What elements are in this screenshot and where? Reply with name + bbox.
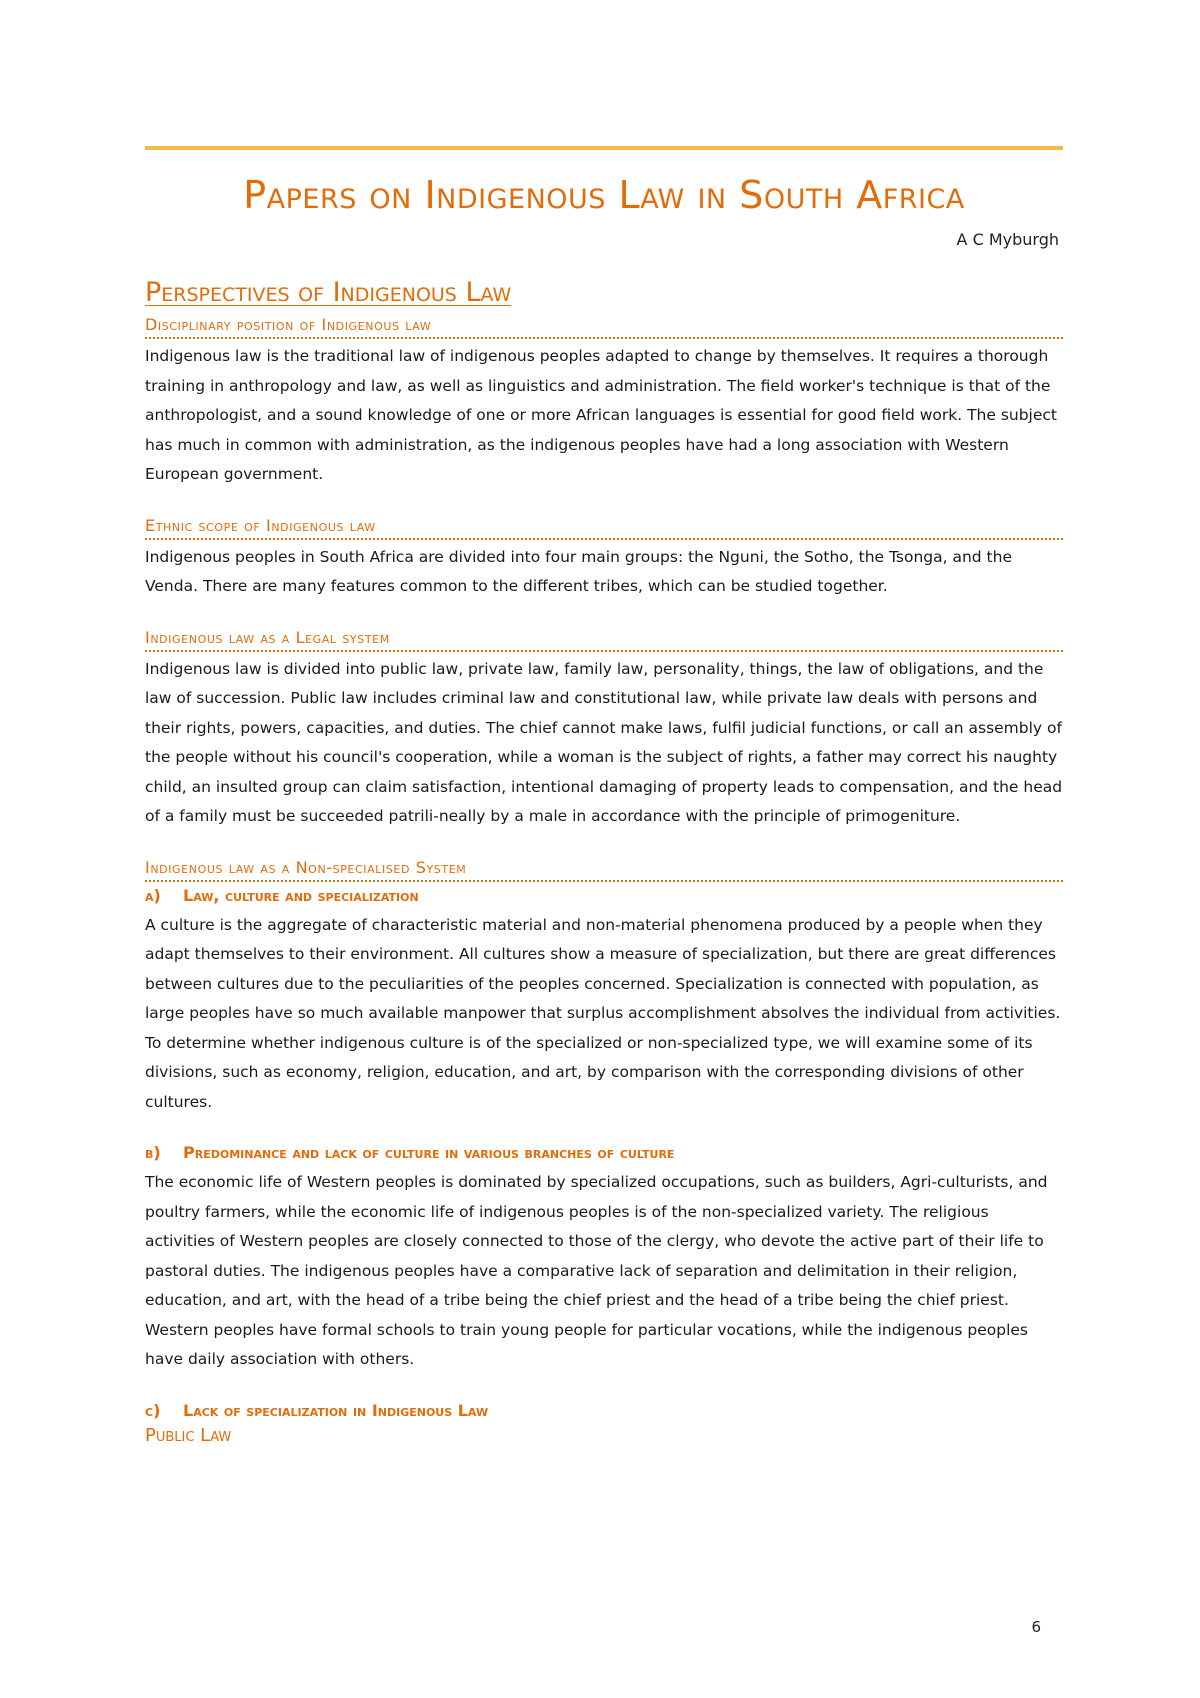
subsection-body-a: A culture is the aggregate of characteristic material and non-material phenomena produced by a people when they adapt themselves to their environment. All cultures show a measure of specialization, but there are great differences between cultures due to the peculiarities of the peoples concerned. Specialization is connected with population, as large peoples have so much available manpower that surplus accomplishment absolves the individual from activities. To determine whether indigenous culture is of the specialized or non-specialized type, we will examine some of its divisions, such as economy, religion, education, and art, by comparison with the corresponding divisions of other cultures. (145, 915, 1061, 1111)
subsection-body-b: The economic life of Western peoples is dominated by specialized occupations, such as builders, Agri-culturists, and poultry farmers, while the economic life of indigenous peoples is of the non-specialized variety. The religious activities of Western peoples are closely connected to those of the clergy, who devote the active part of their life to pastoral duties. The indigenous peoples have a comparative lack of separation and delimitation in their religion, education, and art, with the head of a tribe being the chief priest and the head of a tribe being the chief priest. Western peoples have formal schools to train young people for particular vocations, while the indigenous peoples have daily association with others. (145, 1173, 1048, 1368)
section-body: Indigenous law is divided into public law, private law, family law, personality, things, the law of obligations, and the law of succession. Public law includes criminal law and constitutional law, while private law deals with persons and their rights, powers, capacities, and duties. The chief cannot make laws, fulfil judicial functions, or call an assembly of the people without his council's cooperation, while a woman is the subject of rights, a father may correct his naughty child, an insulted group can claim satisfaction, intentional damaging of property leads to compensation, and the head of a family must be succeeded patrili-neally by a male in accordance with the principle of primogeniture. (145, 659, 1063, 825)
subsection-heading-c (145, 1399, 1063, 1423)
section-heading: Disciplinary position of Indigenous law (145, 314, 1063, 339)
subsection-heading-a (145, 884, 1063, 908)
subsection-letter: a) (145, 885, 161, 905)
subsection-heading-b (145, 1141, 1063, 1165)
section-body: Indigenous law is the traditional law of indigenous peoples adapted to change by themselves. It requires a thorough training in anthropology and law, as well as linguistics and administration. The field worker's technique is that of the anthropologist, and a sound knowledge of one or more African languages is essential for good field work. The subject has much in common with administration, as the indigenous peoples have had a long association with Western European government. (145, 347, 1058, 483)
document-title: Papers on Indigenous Law in South Africa (243, 173, 965, 217)
section-non-specialised (145, 857, 1063, 1449)
subsection-title: Predominance and lack of culture in various branches of culture (183, 1143, 675, 1162)
section-body: Indigenous peoples in South Africa are divided into four main groups: the Nguni, the Sotho, the Tsonga, and the Venda. There are many features common to the different tribes, which can be studied together. (145, 547, 1012, 595)
subsection-title: Lack of specialization in Indigenous Law (183, 1400, 489, 1420)
section-ethnic (145, 515, 1063, 602)
subsection-letter: b) (145, 1143, 161, 1162)
section-heading: Indigenous law as a Legal system (145, 627, 1063, 652)
author: A C Myburgh (956, 230, 1059, 249)
subsubsection-heading: Public Law (145, 1424, 232, 1446)
content (145, 276, 1063, 1449)
top-rule (145, 146, 1063, 150)
subsection-letter: c) (145, 1400, 161, 1420)
section-heading: Ethnic scope of Indigenous law (145, 515, 1063, 540)
page-number: 6 (1031, 1618, 1041, 1636)
section-legal-system (145, 627, 1063, 832)
section-disciplinary (145, 314, 1063, 490)
section-heading: Indigenous law as a Non-specialised System (145, 857, 1063, 882)
chapter-heading: Perspectives of Indigenous Law (145, 277, 512, 308)
document-page (145, 0, 1063, 1698)
subsection-title: Law, culture and specialization (183, 885, 419, 905)
